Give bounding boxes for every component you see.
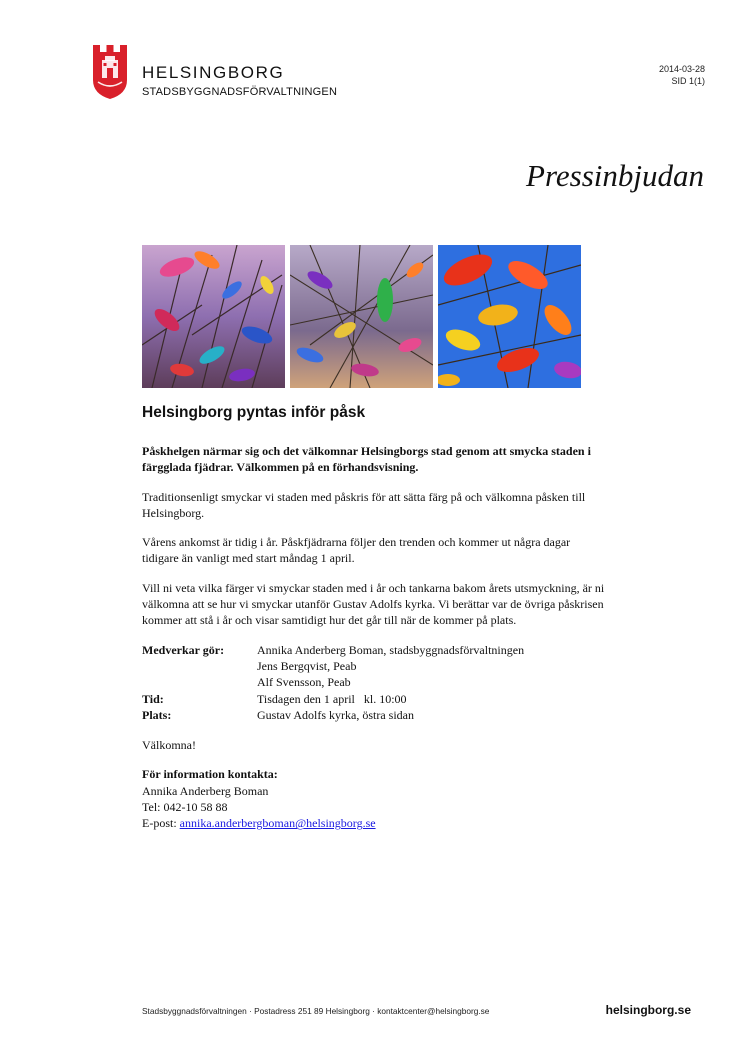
document-type: Pressinbjudan	[526, 158, 704, 193]
time-value: Tisdagen den 1 april kl. 10:00	[257, 691, 407, 706]
contact-name: Annika Anderberg Boman	[142, 783, 269, 798]
body-paragraph-1: Traditionsenligt smyckar vi staden med påskris för att sätta färg på och välkomna påsken till Helsingborg.	[142, 489, 586, 520]
feather-photo-2	[290, 245, 433, 388]
feather-photo-3	[438, 245, 581, 388]
body-paragraph-2: Vårens ankomst är tidig i år. Påskfjädrarna följer den trenden och kommer ut några dagar tidigare än vanligt med start måndag 1 april.	[142, 535, 571, 566]
document-meta	[659, 63, 705, 87]
contact-block	[142, 766, 607, 831]
time-label: Tid:	[142, 691, 164, 706]
participant-2: Jens Bergqvist, Peab	[257, 658, 357, 673]
contact-email-link[interactable]: annika.anderbergboman@helsingborg.se	[179, 816, 376, 831]
participants-label: Medverkar gör:	[142, 642, 225, 657]
contact-email-label: E-post:	[142, 816, 180, 831]
org-name: HELSINGBORG	[142, 63, 285, 82]
headline: Helsingborg pyntas inför påsk	[142, 404, 366, 421]
document-date: 2014-03-28	[658, 64, 705, 74]
contact-heading: För information kontakta:	[142, 767, 278, 782]
contact-phone: Tel: 042-10 58 88	[142, 800, 228, 815]
place-label: Plats:	[142, 707, 172, 722]
department-name: STADSBYGGNADSFÖRVALTNINGEN	[142, 86, 338, 98]
press-release-body	[142, 443, 607, 832]
participant-1: Annika Anderberg Boman, stadsbyggnadsförvaltningen	[257, 642, 525, 657]
body-paragraph-3: Vill ni veta vilka färger vi smyckar staden med i år och tankarna bakom årets utsmyckning, är ni välkomna att se hur vi smyckar utanför Gustav Adolfs kyrka. Vi berättar var de övriga påskrisen kommer att stå i år och visar samtidigt hur det går till när de kommer på plats.	[142, 580, 605, 628]
contact-email-row	[142, 815, 607, 831]
lead-paragraph: Påskhelgen närmar sig och det välkomnar Helsingborgs stad genom att smycka staden i färgglada fjädrar. Välkommen på en förhandsvisning.	[142, 444, 591, 475]
participant-3: Alf Svensson, Peab	[257, 675, 351, 690]
helsingborg-coat-of-arms-icon	[92, 44, 128, 100]
feather-photo-1	[142, 245, 285, 388]
footer-url[interactable]: helsingborg.se	[605, 1003, 691, 1017]
place-value: Gustav Adolfs kyrka, östra sidan	[257, 707, 414, 722]
closing: Välkomna!	[142, 738, 196, 753]
event-details	[142, 642, 524, 723]
footer-address: Stadsbyggnadsförvaltningen · Postadress 251 89 Helsingborg · kontaktcenter@helsingborg.se	[142, 1006, 490, 1016]
page-number: SID 1(1)	[671, 76, 705, 86]
